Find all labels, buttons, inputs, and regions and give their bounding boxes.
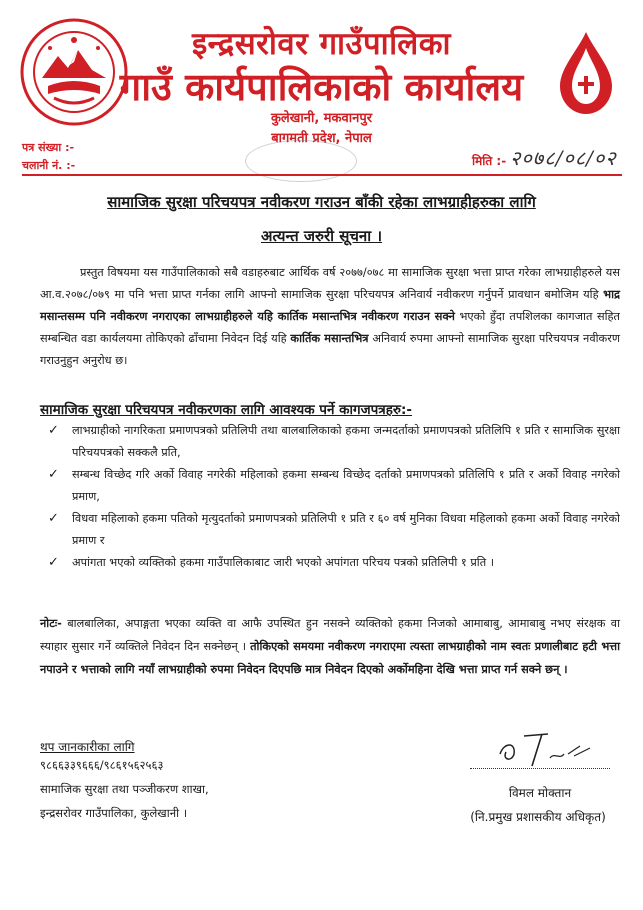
notice-heading-line-1: सामाजिक सुरक्षा परिचयपत्र नवीकरण गराउन बाँकी रहेका लाभग्राहीहरुका लागि [107, 193, 536, 211]
note-paragraph: नोटः- बालबालिका, अपाङ्गता भएका व्यक्ति वा आफै उपस्थित हुन नसक्ने व्यक्तिको हकमा निजको आमाबाबु, आमाबाबु नभए संरक्षक वा स्याहार सुसार गर्ने व्यक्तिले निवेदन दिन सक्नेछन् । तोकिएको समयमा नवीकरण नगराएमा त्यस्ता लाभग्राहीको नाम स्वतः प्रणालीबाट हटी भत्ता नपाउने र भत्ताको लागि नयाँ लाभग्राहीको रुपमा निवेदन दिएपछि मात्र निवेदन दिएको अर्कोमहिना देखि भत्ता प्राप्त गर्न सक्ने छन् । [40, 617, 620, 676]
requirements-list [48, 420, 620, 574]
contact-branch: सामाजिक सुरक्षा तथा पञ्जीकरण शाखा, [40, 782, 209, 796]
check-icon: ✓ [48, 423, 59, 438]
signatory-title: (नि.प्रमुख प्रशासकीय अधिकृत) [470, 810, 606, 824]
check-icon: ✓ [48, 555, 59, 570]
reference-number-label: पत्र संख्या :- [22, 141, 75, 154]
address-line-1: कुलेखानी, मकवानपुर [270, 111, 373, 126]
date-value: २०७८/०८/०२ [510, 146, 617, 170]
dispatch-number-label: चलानी नं. :- [22, 159, 76, 172]
check-icon: ✓ [48, 511, 59, 526]
contact-phones: ९८६६३३९६६६/९८६१५६२५६३ [40, 758, 164, 772]
date-label: मिति :- [472, 154, 507, 168]
notice-heading-line-2: अत्यन्त जरुरी सूचना । [260, 227, 383, 245]
list-item: ✓ विधवा महिलाको हकमा पतिको मृत्युदर्ताको प्रमाणपत्रको प्रतिलिपी १ प्रति र ६० वर्ष मुनिका विधवा महिलाको हकमा अर्को विवाह नगरेको प्रमाण र [48, 508, 620, 552]
signature-line [470, 768, 610, 769]
notice-body-paragraph: प्रस्तुत विषयमा यस गाउँपालिकाको सबै वडाहरुबाट आर्थिक वर्ष २०७७/०७८ मा सामाजिक सुरक्षा भत्ता प्राप्त गरेका लाभग्राहीहरुले यस आ.व.२०७८/०७९ मा पनि भत्ता प्राप्त गर्नका लागि आफ्नो सामाजिक सुरक्षा परिचयपत्र अनिवार्य नवीकरण गर्नुपर्ने प्रावधान बमोजिम यहि भाद्र मसान्तसम्म पनि नवीकरण नगराएका लाभग्राहीहरुले यहि कार्तिक मसान्तभित्र नवीकरण गराउन सक्ने भएको हुँदा तपशिलका कागजात सहित सम्बन्धित वडा कार्यलयमा तोकिएको ढाँचामा निवेदन दिई यहि कार्तिक मसान्तभित्र अनिवार्य रुपमा आफ्नो सामाजिक सुरक्षा परिचयपत्र नवीकरण गराउनुहुन अनुरोध छ। [40, 266, 620, 367]
header-divider [22, 174, 622, 176]
list-item: ✓ सम्बन्ध विच्छेद गरि अर्को विवाह नगरेकी महिलाको हकमा सम्बन्ध विच्छेद दर्ताको प्रमाणपत्रको प्रतिलिपि १ प्रति र अर्को विवाह नगरेको प्रमाण, [48, 464, 620, 508]
address-line-2: बागमती प्रदेश, नेपाल [271, 131, 372, 146]
check-icon: ✓ [48, 467, 59, 482]
requirements-title: सामाजिक सुरक्षा परिचयपत्र नवीकरणका लागि आवश्यक पर्ने कागजपत्रहरु:- [40, 402, 413, 418]
signatory-name: विमल मोक्तान [508, 786, 572, 800]
office-name: गाउँ कार्यपालिकाको कार्यालय [119, 65, 524, 109]
contact-heading: थप जानकारीका लागि [40, 740, 135, 754]
handwritten-signature [490, 724, 600, 770]
list-item: ✓ अपांगता भएको व्यक्तिको हकमा गाउँपालिकाबाट जारी भएको अपांगता परिचय पत्रको प्रतिलिपी १ प्रति । [48, 552, 620, 574]
contact-office: इन्द्रसरोवर गाउँपालिका, कुलेखानी । [40, 806, 188, 820]
list-item: ✓ लाभग्राहीको नागरिकता प्रमाणपत्रको प्रतिलिपी तथा बालबालिकाको हकमा जन्मदर्ताको प्रमाणपत्रको प्रतिलिपि १ प्रति र सामाजिक सुरक्षा परिचयपत्रको सक्कलै प्रति, [48, 420, 620, 464]
municipality-name: इन्द्रसरोवर गाउँपालिका [191, 26, 452, 62]
